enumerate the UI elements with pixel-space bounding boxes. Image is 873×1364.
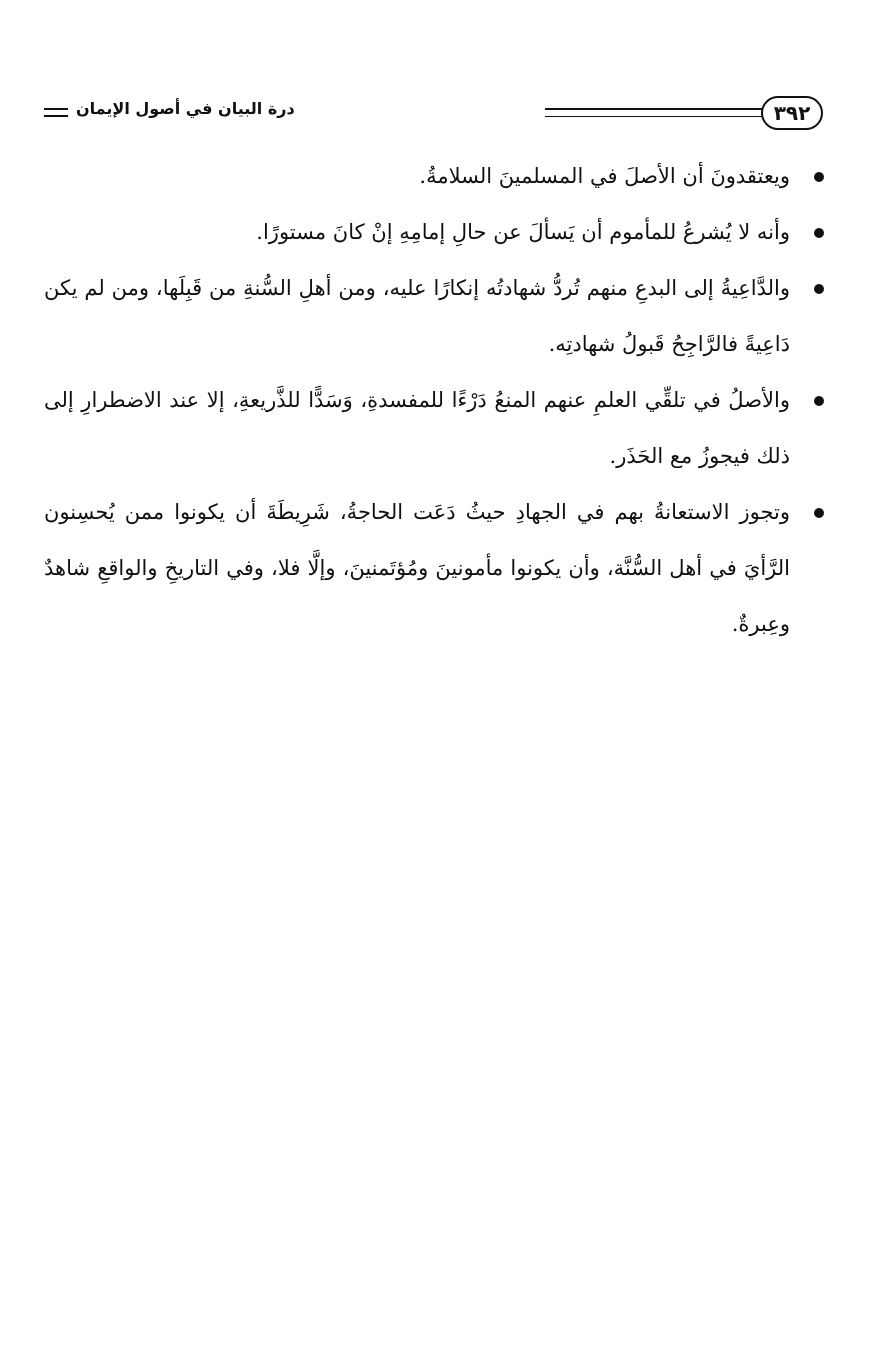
bullet-item [44, 484, 790, 652]
bullet-text: والأصلُ في تلقِّي العلمِ عنهم المنعُ دَرْءًا للمفسدةِ، وَسَدًّا للذَّريعةِ، إلا عند الاضطرارِ إلى ذلك فيجوزُ مع الحَذَر. [44, 388, 790, 468]
book-title: درة البيان في أصول الإيمان [76, 99, 295, 118]
header-rule [545, 108, 763, 117]
bullet-text: ويعتقدونَ أن الأصلَ في المسلمينَ السلامةُ. [419, 164, 790, 188]
bullet-text: والدَّاعِيةُ إلى البدعِ منهم تُردُّ شهادتُه إنكارًا عليه، ومن أهلِ السُّنةِ من قَبِلَها، ومن لم يكن دَاعِيةً فالرَّاجِحُ قَبولُ شهادتِه. [44, 276, 790, 356]
running-header [44, 96, 823, 136]
bullet-item [44, 260, 790, 372]
bullet-item [44, 204, 790, 260]
bullet-dot-icon [814, 284, 824, 294]
page-number: ٣٩٢ [773, 101, 811, 125]
bullet-dot-icon [814, 396, 824, 406]
bullet-dot-icon [814, 508, 824, 518]
body-text [44, 148, 790, 652]
bullet-text: وأنه لا يُشرعُ للمأموم أن يَسألَ عن حالِ إمامِهِ إنْ كانَ مستورًا. [256, 220, 790, 244]
bullet-dot-icon [814, 228, 824, 238]
page-number-badge [761, 96, 823, 130]
bullet-text: وتجوز الاستعانةُ بهم في الجهادِ حيثُ دَعَت الحاجةُ، شَرِيطَةَ أن يكونوا ممن يُحسِنون الرَّأيَ في أهل السُّنَّة، وأن يكونوا مأمونينَ ومُؤتَمنينَ، وإلَّا فلا، وفي التاريخِ والواقعِ شاهدٌ وعِبرةٌ. [44, 500, 790, 636]
header-rule-end [44, 108, 68, 117]
bullet-item [44, 148, 790, 204]
bullet-dot-icon [814, 172, 824, 182]
bullet-item [44, 372, 790, 484]
